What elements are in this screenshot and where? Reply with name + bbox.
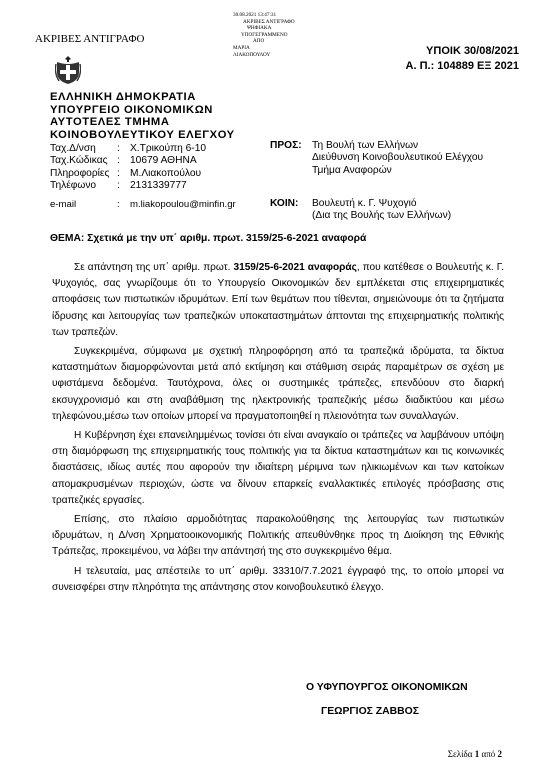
subject-line: ΘΕΜΑ: Σχετικά με την υπ΄ αριθμ. πρωτ. 3159/25-6-2021 αναφορά bbox=[50, 233, 367, 244]
recipient-lines bbox=[312, 140, 483, 177]
contact-value: 10679 ΑΘΗΝΑ bbox=[130, 155, 197, 167]
contact-value: 2131339777 bbox=[130, 180, 187, 192]
stamp-line: ΜΑΡΙΑ bbox=[233, 44, 250, 51]
body-paragraph bbox=[52, 260, 504, 341]
certified-copy-label: ΑΚΡΙΒΕΣ ΑΝΤΙΓΡΑΦΟ bbox=[35, 33, 145, 45]
org-line: ΥΠΟΥΡΓΕΙΟ ΟΙΚΟΝΟΜΙΚΩΝ bbox=[50, 103, 213, 116]
letter-body bbox=[52, 260, 504, 599]
paragraph-text: , που κατέθεσε ο Βουλευτής κ. Γ. Ψυχογιός, σας γνωρίζουμε ότι το Υπουργείο Οικονομικών δεν εμπλέκεται στις επιχειρηματικές αποφάσεις των πιστωτικών ιδρυμάτων. Επί των θεμάτων που τίθενται, σημειώνουμε ότι τα ζητήματα ίδρυσης και λειτουργίας των τραπεζικών υποκαταστημάτων άπτονται της επιχειρηματικής πολιτικής των τραπεζών. bbox=[52, 262, 504, 338]
recipient-line: Τμήμα Αναφορών bbox=[312, 164, 392, 176]
stamp-line: ΑΠΟ bbox=[253, 38, 265, 45]
page-word: Σελίδα bbox=[447, 749, 473, 759]
page-total: 2 bbox=[497, 749, 502, 759]
stamp-line: ΑΚΡΙΒΕΣ ΑΝΤΙΓΡΑΦΟ bbox=[243, 18, 295, 25]
recipient-line: Διεύθυνση Κοινοβουλευτικού Ελέγχου bbox=[312, 152, 484, 164]
page-of: από bbox=[481, 749, 496, 759]
contact-colon: : bbox=[117, 155, 120, 167]
contact-row bbox=[50, 143, 206, 155]
contact-row bbox=[50, 168, 206, 180]
org-line: ΚΟΙΝΟΒΟΥΛΕΥΤΙΚΟΥ ΕΛΕΓΧΟΥ bbox=[50, 128, 235, 141]
body-paragraph: Επίσης, στο πλαίσιο αρμοδιότητας παρακολούθησης της λειτουργίας των πιστωτικών ιδρυμάτων, η Δ/νση Χρηματοοικονομικής Πολιτικής απευθύνθηκε προς τη Διοίκηση της Εθνικής Τράπεζας, προκειμένου, να λάβει την απάντησή της στο συγκεκριμένο θέμα. bbox=[52, 514, 504, 558]
contact-details bbox=[50, 143, 206, 193]
contact-label: Τηλέφωνο bbox=[50, 180, 97, 192]
contact-label: Πληροφορίες bbox=[50, 167, 110, 179]
body-paragraph: Η τελευταία, μας απέστειλε το υπ΄ αριθμ. 33310/7.7.2021 έγγραφό της, το οποίο μπορεί να συνεισφέρει στην πληρότητα της απάντησης στον κοινοβουλευτικό έλεγχο. bbox=[52, 565, 504, 593]
contact-label: Ταχ.Δ/νση bbox=[50, 143, 96, 154]
body-paragraph: Η Κυβέρνηση έχει επανειλημμένως τονίσει ότι είναι αναγκαίο οι τράπεζες να λαμβάνουν υπόψη στη διαμόρφωση της επιχειρηματικής τους πολιτικής για τα δίκτυα καταστημάτων και τις κοινωνικές διαστάσεις, ιδίως αυτές που αφορούν την ιδιαίτερη μέριμνα των ηλικιωμένων και των κατοίκων απομακρυσμένων περιοχών, ώστε να δίνουν επαρκείς εναλλακτικές επιλογές πρόσβασης στις τραπεζικές εργασίες. bbox=[52, 430, 504, 506]
recipient-line: Τη Βουλή των Ελλήνων bbox=[312, 140, 419, 151]
ref-number: Α. Π.: 104889 ΕΞ 2021 bbox=[405, 60, 519, 72]
contact-row bbox=[50, 155, 206, 167]
stamp-line: ΛΙΑΚΟΠΟΥΛΟΥ bbox=[233, 51, 271, 58]
contact-colon: : bbox=[117, 143, 120, 154]
contact-value: Μ.Λιακοπούλου bbox=[130, 167, 202, 179]
recipient-label: ΠΡΟΣ: bbox=[270, 140, 302, 151]
email-value[interactable]: m.liakopoulou@minfin.gr bbox=[130, 199, 236, 210]
email-colon: : bbox=[117, 199, 120, 210]
contact-label: Ταχ.Κώδικας bbox=[50, 155, 108, 167]
cc-label: ΚΟΙΝ: bbox=[270, 198, 299, 209]
cc-lines bbox=[312, 198, 451, 223]
stamp-line: 30.08.2021 13:47:31 bbox=[233, 12, 277, 18]
stamp-line: ΨΗΦΙΑΚΑ bbox=[247, 25, 272, 32]
digital-signature-stamp bbox=[233, 12, 343, 58]
contact-colon: : bbox=[117, 180, 120, 192]
reference-number: 3159/25-6-2021 αναφοράς bbox=[233, 262, 357, 273]
protocol-reference bbox=[406, 44, 519, 74]
ref-date: ΥΠΟΙΚ 30/08/2021 bbox=[426, 45, 519, 57]
body-paragraph: Συγκεκριμένα, σύμφωνα με σχετική πληροφόρηση από τα τραπεζικά ιδρύματα, τα δίκτυα καταστημάτων διαμορφώνονται μετά από εκτίμηση και στάθμιση σειράς παραμέτρων σε σχέση με υφιστάμενα δεδομένα. Ταυτόχρονα, όλες οι συστημικές τράπεζες, επενδύουν στο διαρκή εκσυγχρονισμό και στη αναβάθμιση της ηλεκτρονικής τραπεζικής μέσω διαδικτύου και μέσω τηλεφώνου,μέσω των οποίων μπορεί να πραγματοποιηθεί η πλειονότητα των συναλλαγών. bbox=[52, 346, 504, 422]
signatory-title: Ο ΥΦΥΠΟΥΡΓΟΣ ΟΙΚΟΝΟΜΙΚΩΝ bbox=[306, 682, 468, 693]
email-label: e-mail bbox=[50, 199, 77, 210]
cc-line: Βουλευτή κ. Γ. Ψυχογιό bbox=[312, 198, 417, 209]
cc-block bbox=[270, 198, 451, 223]
greek-coat-of-arms-icon bbox=[55, 55, 81, 85]
organization-header bbox=[50, 91, 235, 141]
paragraph-text: Σε απάντηση της υπ΄ αριθμ. πρωτ. bbox=[74, 262, 234, 273]
cc-line: (Δια της Βουλής των Ελλήνων) bbox=[312, 210, 452, 222]
contact-colon: : bbox=[117, 167, 120, 179]
page-current: 1 bbox=[474, 749, 480, 759]
stamp-line: ΥΠΟΓΕΓΡΑΜΜΕΝΟ bbox=[241, 31, 288, 38]
contact-row bbox=[50, 180, 206, 192]
org-line: ΕΛΛΗΝΙΚΗ ΔΗΜΟΚΡΑΤΙΑ bbox=[50, 91, 196, 103]
signatory-name: ΓΕΩΡΓΙΟΣ ΖΑΒΒΟΣ bbox=[321, 706, 419, 717]
contact-value: Χ.Τρικούπη 6-10 bbox=[130, 143, 207, 154]
email-row bbox=[50, 199, 236, 211]
page-number bbox=[448, 749, 502, 759]
recipient-block bbox=[270, 140, 483, 177]
org-line: ΑΥΤΟΤΕΛΕΣ ΤΜΗΜΑ bbox=[50, 116, 170, 129]
